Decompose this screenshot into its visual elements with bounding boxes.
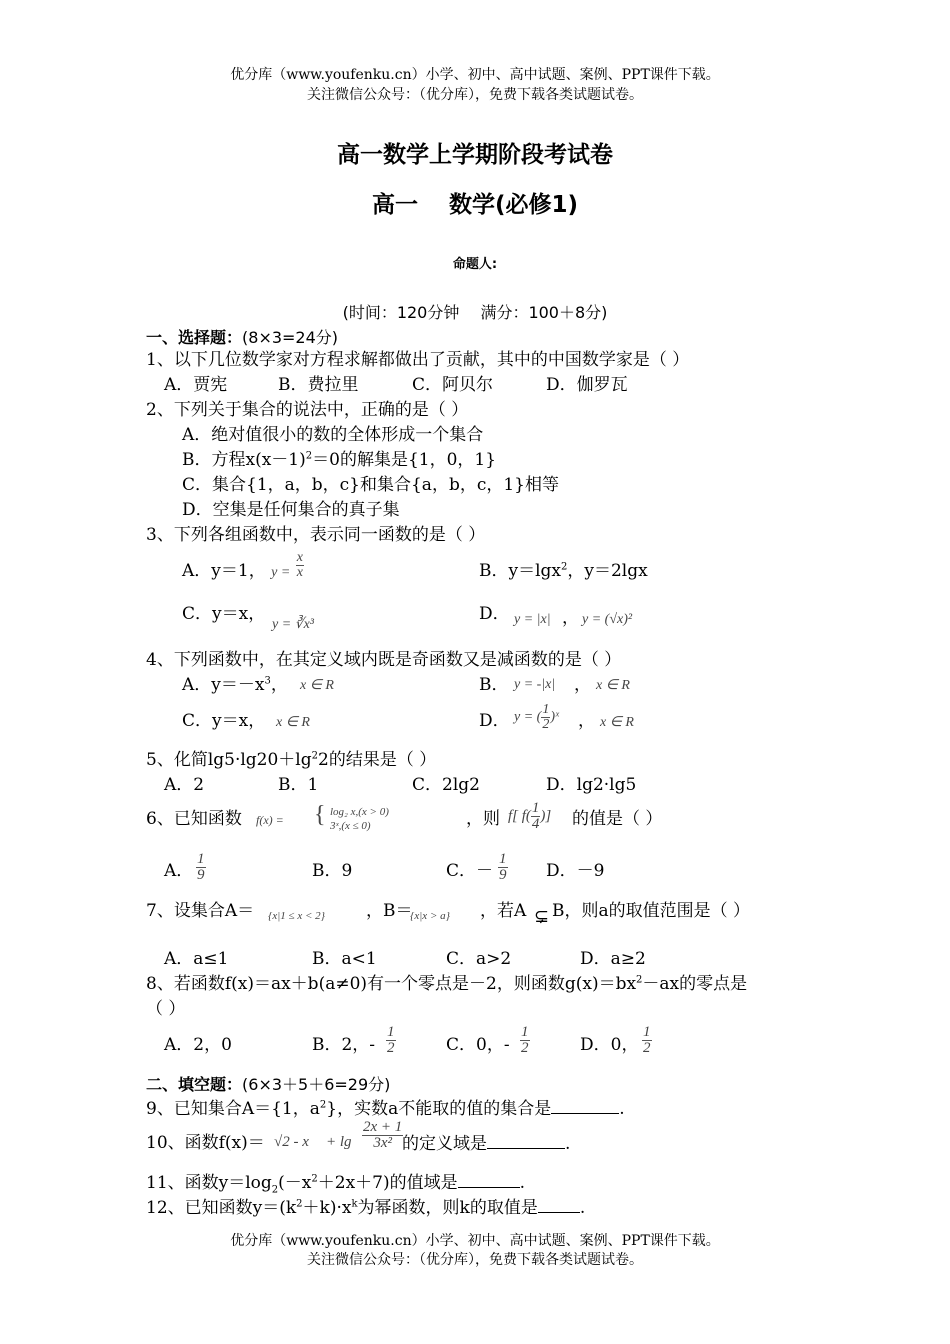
q1-option-a: A．贾宪 bbox=[164, 375, 228, 395]
q11-stem bbox=[146, 1171, 525, 1194]
q12-stem-part1: 12、已知函数y＝(k bbox=[146, 1198, 297, 1218]
q4-option-b-math-2: x ∈ R bbox=[596, 678, 630, 693]
q11-subscript: 2 bbox=[271, 1184, 279, 1196]
q3-option-a-math: y = bbox=[271, 565, 291, 580]
q8-d-numerator: 1 bbox=[643, 1024, 651, 1040]
q4-option-d-math-3: x ∈ R bbox=[600, 715, 634, 730]
q4-option-a-math: x ∈ R bbox=[300, 678, 334, 693]
q6-a-numerator: 1 bbox=[197, 851, 205, 867]
q2-option-a: A．绝对值很小的数的全体形成一个集合 bbox=[182, 425, 484, 445]
exam-subtitle: 高一 数学(必修1) bbox=[371, 192, 579, 218]
q8-c-numerator: 1 bbox=[521, 1024, 529, 1040]
q4-a-exponent: 3 bbox=[264, 675, 271, 687]
q3-option-d-math-2: y = (√x)² bbox=[582, 612, 633, 627]
q8-option-c: C．0，- bbox=[446, 1035, 510, 1055]
q4-option-d-comma: ， bbox=[578, 711, 595, 731]
q3-stem: 3、下列各组函数中，表示同一函数的是（ ） bbox=[146, 525, 486, 545]
footer-line-2: 关注微信公众号：（优分库），免费下载各类试题试卷。 bbox=[307, 1252, 643, 1268]
q9-stem-part2: }，实数a不能取的值的集合是 bbox=[326, 1099, 552, 1119]
q6-stem-2: ，则 bbox=[466, 809, 500, 829]
q10-plus-lg: + lg bbox=[326, 1134, 352, 1150]
q6-option-a: A． bbox=[164, 861, 194, 881]
q10-stem-2 bbox=[402, 1132, 570, 1155]
q7-option-c: C．a>2 bbox=[446, 949, 512, 969]
q8-option-d: D．0， bbox=[580, 1035, 639, 1055]
q12-stem bbox=[146, 1196, 585, 1219]
q6-expr-numerator: 1 bbox=[531, 800, 540, 816]
q8-option-b-fraction bbox=[386, 1025, 396, 1056]
q10-numerator: 2x + 1 bbox=[363, 1119, 403, 1135]
q6-expr-denominator: 4 bbox=[531, 816, 540, 832]
q12-exponent-k: k bbox=[351, 1198, 358, 1210]
q7-option-b: B．a<1 bbox=[312, 949, 377, 969]
q3-option-d-math-1: y = |x| bbox=[514, 612, 551, 627]
q6-option-d: D．－9 bbox=[546, 861, 605, 881]
q1-option-b: B．费拉里 bbox=[278, 375, 359, 395]
q8-stem-1 bbox=[146, 973, 747, 995]
q10-stem-1: 10、函数f(x)＝ bbox=[146, 1133, 265, 1153]
section-2-score: (6×3＋5＋6=29分) bbox=[242, 1075, 391, 1094]
q9-answer-blank[interactable] bbox=[551, 1097, 619, 1114]
q3-option-a bbox=[182, 550, 304, 584]
q5-option-b: B．1 bbox=[278, 775, 319, 795]
q9-end: . bbox=[619, 1099, 625, 1119]
q7-stem-4: B，则a的取值范围是（ ） bbox=[552, 901, 751, 921]
q11-stem-part3: ＋2x＋7)的值域是 bbox=[317, 1173, 458, 1193]
q3-option-b-part2: ，y＝2lgx bbox=[567, 561, 648, 581]
q4-d-fraction bbox=[541, 703, 550, 732]
q8-option-d-fraction bbox=[642, 1025, 652, 1056]
q5-exponent: 2 bbox=[311, 750, 319, 762]
q11-stem-part2: (－x bbox=[278, 1173, 312, 1193]
q4-option-b-math-1: y = -|x| bbox=[514, 677, 556, 692]
section-1-label: 一、选择题： bbox=[146, 328, 243, 347]
q3-option-b bbox=[479, 560, 648, 582]
q4-option-b-comma: ， bbox=[574, 675, 591, 695]
q3-option-a-text: A．y＝1， bbox=[182, 561, 266, 581]
q6-case-2: 3ˣ,(x ≤ 0) bbox=[330, 820, 371, 832]
q8-option-a: A．2，0 bbox=[164, 1035, 232, 1055]
q6-expr-fraction bbox=[531, 801, 541, 832]
q3-option-c: C．y＝x， bbox=[182, 604, 266, 624]
q2-option-d: D．空集是任何集合的真子集 bbox=[182, 500, 400, 520]
q8-option-b: B．2，- bbox=[312, 1035, 376, 1055]
q5-option-a: A．2 bbox=[164, 775, 205, 795]
header-line-2: 关注微信公众号：（优分库），免费下载各类试题试卷。 bbox=[307, 87, 643, 103]
q3-option-d: D． bbox=[479, 604, 510, 624]
q6-c-denominator: 9 bbox=[499, 867, 507, 883]
q8-b-denominator: 2 bbox=[387, 1040, 395, 1056]
q3-option-c-math: y = ∛x³ bbox=[272, 617, 314, 632]
q4-option-c-math: x ∈ R bbox=[276, 715, 310, 730]
header-line-1: 优分库（www.youfenku.cn）小学、初中、高中试题、案例、PPT课件下载。 bbox=[230, 67, 720, 83]
q6-option-c: C．－ bbox=[446, 861, 494, 881]
q2-stem: 2、下列关于集合的说法中，正确的是（ ） bbox=[146, 400, 469, 420]
footer-line-1: 优分库（www.youfenku.cn）小学、初中、高中试题、案例、PPT课件下载。 bbox=[230, 1233, 720, 1249]
q7-option-d: D．a≥2 bbox=[580, 949, 646, 969]
q9-stem-part1: 9、已知集合A＝{1，a bbox=[146, 1099, 320, 1119]
q5-stem bbox=[146, 749, 436, 771]
time-info: (时间：120分钟 满分：100＋8分) bbox=[342, 303, 608, 322]
q8-c-denominator: 2 bbox=[521, 1040, 529, 1056]
q6-brace-icon: { bbox=[314, 802, 326, 828]
q1-option-c: C．阿贝尔 bbox=[412, 375, 494, 395]
q5-option-c: C．2lg2 bbox=[412, 775, 480, 795]
q5-stem-part1: 5、化简lg5·lg20＋lg bbox=[146, 750, 312, 770]
q1-stem: 1、以下几位数学家对方程求解都做出了贡献，其中的中国数学家是（ ） bbox=[146, 350, 690, 370]
q5-option-d: D．lg2·lg5 bbox=[546, 775, 637, 795]
q11-exponent: 2 bbox=[311, 1173, 318, 1185]
q4-d-numerator: 1 bbox=[542, 702, 550, 717]
q12-answer-blank[interactable] bbox=[538, 1196, 580, 1213]
q7-subset-icon: ⊊ bbox=[534, 906, 550, 927]
q7-set-b: {x|x > a} bbox=[410, 910, 451, 922]
q10-sqrt: √2 - x bbox=[274, 1134, 309, 1150]
q4-option-d: D． bbox=[479, 711, 510, 731]
q8-option-c-fraction bbox=[520, 1025, 530, 1056]
q6-stem-3: 的值是（ ） bbox=[572, 809, 663, 829]
q3-option-d-comma: ， bbox=[562, 608, 579, 628]
q9-exponent: 2 bbox=[319, 1099, 327, 1111]
q8-stem-2: （ ） bbox=[146, 999, 186, 1019]
q4-stem: 4、下列函数中，在其定义域内既是奇函数又是减函数的是（ ） bbox=[146, 650, 622, 670]
q3-b-exponent: 2 bbox=[561, 561, 568, 573]
q10-answer-blank[interactable] bbox=[487, 1132, 565, 1149]
q12-end: . bbox=[579, 1198, 586, 1218]
q3-a-denominator: x bbox=[296, 565, 303, 580]
q12-exponent-1: 2 bbox=[296, 1198, 303, 1210]
q9-stem bbox=[146, 1097, 625, 1120]
q10-fraction bbox=[362, 1120, 403, 1151]
q4-d-math-open: y = ( bbox=[514, 709, 542, 725]
q6-c-numerator: 1 bbox=[499, 851, 507, 867]
q5-stem-part2: 2的结果是（ ） bbox=[318, 750, 437, 770]
q6-expr-open: f[ f( bbox=[508, 807, 531, 824]
q6-option-c-fraction bbox=[498, 852, 508, 883]
q2-option-b-part2: ＝0的解集是{1，0，1} bbox=[312, 450, 497, 470]
q3-option-b-part1: B．y＝lgx bbox=[479, 561, 562, 581]
q2-exponent: 2 bbox=[305, 450, 313, 462]
q10-stem-part2: 的定义域是 bbox=[402, 1134, 487, 1154]
q12-stem-part2: ＋k)·x bbox=[302, 1198, 352, 1218]
question-setter: 命题人: bbox=[452, 257, 498, 272]
q4-option-a bbox=[182, 674, 288, 696]
q3-a-numerator: x bbox=[296, 550, 303, 565]
q4-option-c: C．y＝x， bbox=[182, 711, 266, 731]
q7-option-a: A．a≤1 bbox=[164, 949, 229, 969]
section-2-label: 二、填空题： bbox=[146, 1075, 243, 1094]
q3-option-a-fraction bbox=[296, 551, 304, 580]
q10-denominator: 3x² bbox=[362, 1135, 403, 1151]
q11-end: . bbox=[519, 1173, 526, 1193]
exam-title: 高一数学上学期阶段考试卷 bbox=[337, 142, 613, 168]
q8-d-denominator: 2 bbox=[643, 1040, 651, 1056]
q7-set-a: {x|1 ≤ x < 2} bbox=[268, 910, 326, 922]
q8-stem-part1: 8、若函数f(x)＝ax＋b(a≠0)有一个零点是－2，则函数g(x)＝bx bbox=[146, 974, 637, 994]
q7-stem-3: ，若A bbox=[480, 901, 527, 921]
section-1-heading bbox=[146, 325, 338, 348]
q2-option-b-part1: B．方程x(x－1) bbox=[182, 450, 306, 470]
q2-option-b bbox=[182, 449, 496, 471]
section-2-heading bbox=[146, 1072, 390, 1095]
q4-option-a-part1: A．y＝－x bbox=[182, 675, 265, 695]
q8-stem-part2: －ax的零点是 bbox=[642, 974, 748, 994]
q6-expression bbox=[508, 801, 551, 832]
q4-d-denominator: 2 bbox=[542, 717, 550, 732]
q1-option-d: D．伽罗瓦 bbox=[546, 375, 628, 395]
q12-stem-part3: 为幂函数，则k的取值是 bbox=[357, 1198, 538, 1218]
section-1-score: (8×3=24分) bbox=[242, 328, 339, 347]
q6-case-1: log₂ x,(x > 0) bbox=[330, 806, 389, 818]
q7-stem-1: 7、设集合A＝ bbox=[146, 901, 255, 921]
q10-end: . bbox=[565, 1134, 571, 1154]
q8-exponent: 2 bbox=[636, 974, 643, 986]
q8-b-numerator: 1 bbox=[387, 1024, 395, 1040]
q11-answer-blank[interactable] bbox=[458, 1171, 520, 1188]
q2-option-c: C．集合{1，a，b，c}和集合{a，b，c，1}相等 bbox=[182, 475, 559, 495]
q4-option-a-part2: ， bbox=[270, 675, 288, 695]
q6-function-name: f(x) = bbox=[256, 813, 284, 827]
q4-option-d-math bbox=[514, 703, 559, 732]
q7-stem-2: ，B＝ bbox=[366, 901, 413, 921]
q6-a-denominator: 9 bbox=[197, 867, 205, 883]
q11-stem-part1: 11、函数y＝log bbox=[146, 1173, 272, 1193]
q4-d-math-close: )ˣ bbox=[550, 709, 559, 725]
q6-expr-close: )] bbox=[540, 807, 552, 824]
q6-option-a-fraction bbox=[196, 852, 206, 883]
q4-option-b: B． bbox=[479, 675, 509, 695]
q6-option-b: B．9 bbox=[312, 861, 353, 881]
q6-stem-1: 6、已知函数 bbox=[146, 809, 242, 829]
